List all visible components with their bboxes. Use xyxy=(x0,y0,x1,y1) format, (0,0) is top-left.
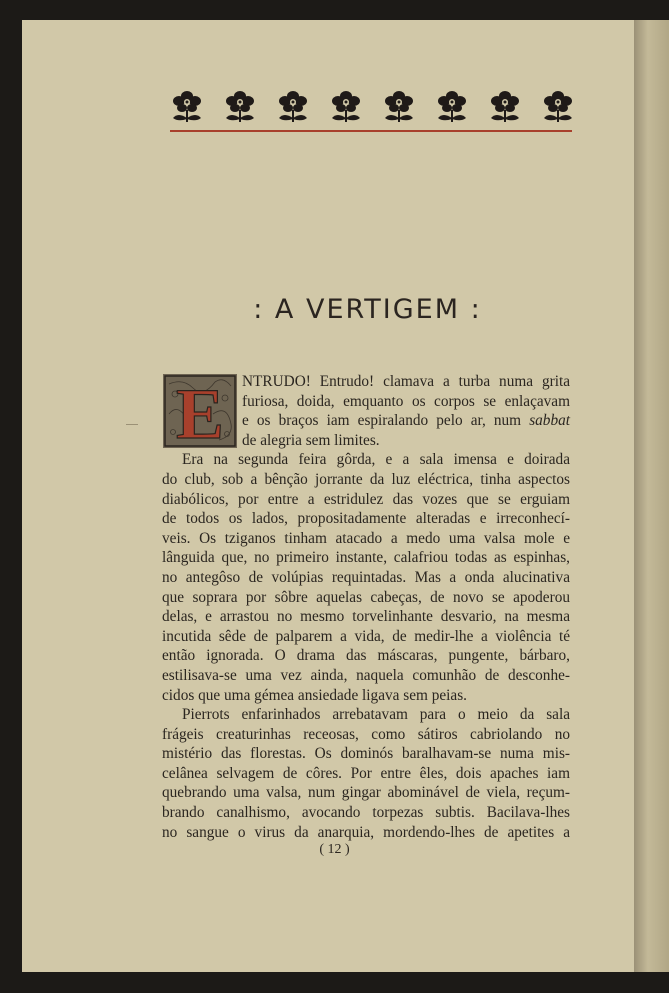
paragraph-3 xyxy=(162,705,570,842)
text-line: estilisava-se uma vez ainda, naquela comunhão de desconhe- xyxy=(162,666,570,684)
text-line: veis. Os tziganos tinham atacado a medo uma valsa mole e xyxy=(162,529,570,547)
flower-icon xyxy=(435,88,469,126)
text-line: incutida sêde de palparem a vida, de medir-lhe a violência té xyxy=(162,627,570,645)
text-line: brando canalhismo, avocando torpezas subtis. Bacilava-lhes xyxy=(162,804,570,822)
text-fragment: e os braços iam espiralando pelo ar, num xyxy=(242,412,522,430)
text-line: que soprara por sôbre aquelas cabeças, de novo se apoderou xyxy=(162,588,570,606)
flower-icon xyxy=(382,88,416,126)
ornament-rule xyxy=(170,130,572,132)
flower-icon xyxy=(541,88,575,126)
text-line: Pierrots enfarinhados arrebatavam para o meio da sala xyxy=(182,706,570,724)
text-line: furiosa, doida, emquanto os corpos se enlaçavam xyxy=(242,392,570,410)
body-text xyxy=(162,372,570,842)
text-line: cidos que uma gémea ansiedade ligava sem peias. xyxy=(162,686,467,704)
text-line: de todos os lados, propositadamente alteradas e irreconhecí- xyxy=(162,510,570,528)
text-line: Era na segunda feira gôrda, e a sala imensa e doirada xyxy=(182,451,570,469)
text-line: NTRUDO! Entrudo! clamava a turba numa grita xyxy=(242,373,570,390)
flower-icon xyxy=(223,88,257,126)
flower-icon xyxy=(329,88,363,126)
chapter-title: : A VERTIGEM : xyxy=(253,294,482,326)
italic-word: sabbat xyxy=(529,412,570,430)
paragraph-2 xyxy=(162,450,570,705)
flower-icon xyxy=(276,88,310,126)
flower-icon xyxy=(488,88,522,126)
text-line: de alegria sem limites. xyxy=(242,431,380,449)
text-line: diabólicos, por entre a estridulez das vozes que se erguiam xyxy=(162,490,570,508)
text-line: celânea selvagem de côres. Por entre êles, dois apaches iam xyxy=(162,764,570,782)
margin-mark xyxy=(126,424,138,425)
text-line: no sangue o virus da anarquia, mordendo-lhes de apetites a xyxy=(162,823,570,841)
text-line: frágeis creaturinhas receosas, como sátiros cabriolando no xyxy=(162,725,570,743)
flower-icon xyxy=(170,88,204,126)
paragraph-1 xyxy=(162,372,570,450)
text-line: quebrando uma valsa, num gingar abominável de viela, reçum- xyxy=(162,784,570,802)
text-line: delas, e arrastou no mesmo torvelinhante desvario, na mesma xyxy=(162,608,570,626)
text-line xyxy=(162,411,570,431)
svg-text:E: E xyxy=(175,374,225,448)
text-line: do club, sob a bênção jorrante da luz eléctrica, tinha aspectos xyxy=(162,470,570,488)
text-line: mistério das florestas. Os dominós baralhavam-se numa mis- xyxy=(162,745,570,763)
book-spine xyxy=(634,20,669,972)
text-line: no antegôso de volúpias requintadas. Mas a onda alucinativa xyxy=(162,568,570,586)
flower-ornament-band xyxy=(170,88,575,128)
page-number: ( 12 ) xyxy=(319,842,350,857)
text-line: então ignorada. O drama das máscaras, pungente, bárbaro, xyxy=(162,647,570,665)
text-line: lânguida que, no primeiro instante, calafriou todas as espinhas, xyxy=(162,549,570,567)
